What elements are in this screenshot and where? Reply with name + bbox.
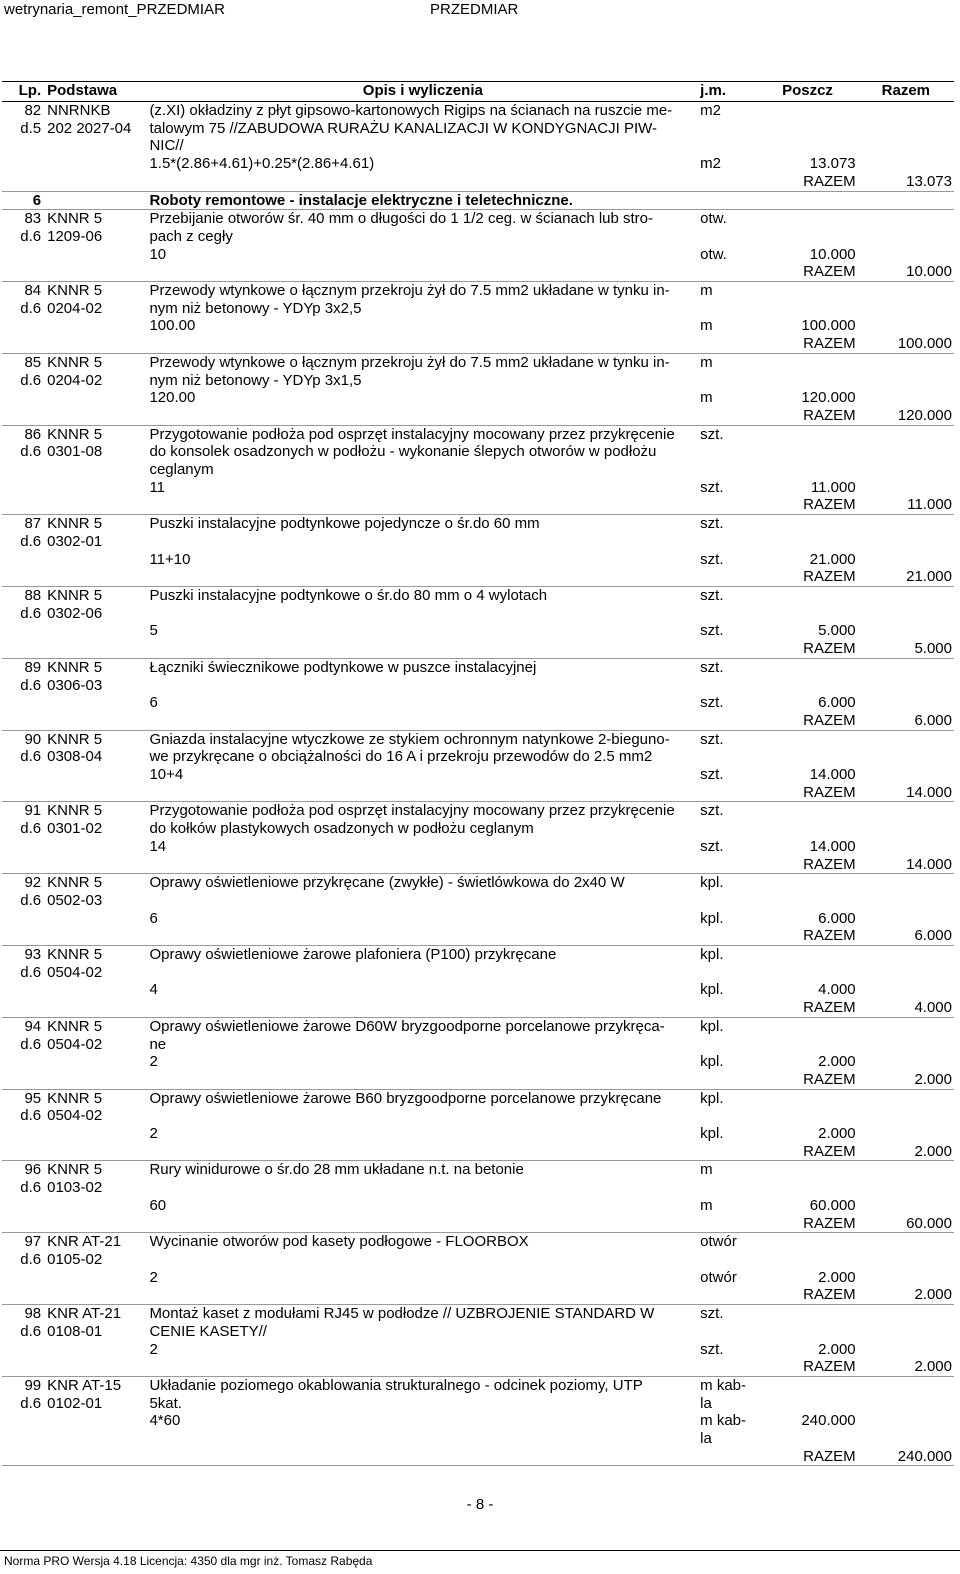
row-description: Przygotowanie podłoża pod osprzęt instalacyjny mocowany przez przykręcenie do kołków plastykowych osadzonych w podłożu ceglanym [149, 802, 675, 838]
row-poszcz: 10.000 [809, 245, 856, 263]
row-podstawa: KNNR 5 0302-01 [47, 515, 103, 550]
row-lp: 86 d.6 [20, 425, 42, 461]
calc-row [2, 1269, 954, 1287]
razem-label: RAZEM [757, 1215, 857, 1233]
row-calculation: 14 [149, 837, 167, 855]
row-razem: 6.000 [858, 927, 954, 945]
razem-row [2, 173, 954, 191]
table-row [2, 353, 954, 389]
row-podstawa: KNR AT-21 0108-01 [47, 1305, 122, 1340]
razem-row [2, 335, 954, 353]
row-poszcz: 120.000 [801, 389, 856, 407]
razem-label: RAZEM [757, 173, 857, 191]
razem-label: RAZEM [757, 1071, 857, 1089]
row-razem: 14.000 [858, 784, 954, 802]
row-description: (z.XI) okładziny z płyt gipsowo-kartonowych Rigips na ścianach na ruszcie me- talowym 75 //ZABUDOWA RURAŻU KANALIZACJI W KONDYGNACJI PIW- NIC// [149, 102, 673, 155]
row-description: Puszki instalacyjne podtynkowe o śr.do 80 mm o 4 wylotach [149, 586, 548, 604]
row-podstawa: KNNR 5 0204-02 [47, 353, 103, 389]
calc-unit: m kab- la [700, 1412, 747, 1448]
row-razem: 21.000 [858, 568, 954, 586]
row-lp: 89 d.6 [20, 658, 42, 694]
row-calculation: 11 [149, 478, 166, 496]
row-razem: 10.000 [858, 263, 954, 281]
calc-unit: m [700, 1196, 713, 1214]
row-lp: 97 d.6 [20, 1233, 42, 1268]
row-unit: kpl. [700, 874, 724, 892]
calc-row [2, 1197, 954, 1215]
calc-row [2, 766, 954, 784]
row-description: Łączniki świecznikowe podtynkowe w puszce instalacyjnej [149, 658, 537, 676]
row-razem: 2.000 [858, 1143, 954, 1161]
row-lp: 95 d.6 [20, 1089, 42, 1125]
row-calculation: 60 [149, 1196, 167, 1214]
calc-unit: kpl. [700, 981, 724, 999]
razem-row [2, 927, 954, 945]
row-podstawa: KNNR 5 0301-02 [47, 802, 103, 838]
estimate-table [2, 81, 954, 1466]
row-description: Przygotowanie podłoża pod osprzęt instalacyjny mocowany przez przykręcenie do konsolek osadzonych w podłożu - wykonanie ślepych otworów w podłożu ceglanym [149, 425, 675, 479]
row-razem: 5.000 [858, 640, 954, 658]
row-poszcz: 13.073 [809, 155, 856, 173]
row-razem: 120.000 [858, 407, 954, 425]
row-podstawa: KNNR 5 0301-08 [47, 425, 103, 461]
row-razem: 13.073 [858, 173, 954, 191]
razem-label: RAZEM [757, 1358, 857, 1376]
calc-unit: szt. [700, 1340, 724, 1358]
row-lp: 87 d.6 [20, 515, 42, 550]
razem-label: RAZEM [757, 784, 857, 802]
row-lp: 92 d.6 [20, 874, 42, 909]
row-poszcz: 4.000 [818, 981, 856, 999]
calc-row [2, 1125, 954, 1143]
razem-row [2, 1215, 954, 1233]
row-unit: kpl. [700, 1089, 724, 1107]
calc-row [2, 551, 954, 569]
row-description: Oprawy oświetleniowe żarowe B60 bryzgoodporne porcelanowe przykręcane [149, 1089, 662, 1107]
row-razem: 2.000 [858, 1071, 954, 1089]
row-podstawa: NNRNKB 202 2027-04 [47, 102, 132, 137]
row-calculation: 6 [149, 909, 158, 927]
row-calculation: 4*60 [149, 1412, 181, 1430]
row-razem: 60.000 [858, 1215, 954, 1233]
row-unit: m [700, 1161, 713, 1179]
razem-label: RAZEM [757, 1286, 857, 1304]
row-poszcz: 11.000 [810, 478, 856, 496]
row-calculation: 2 [149, 1268, 158, 1286]
table-row [2, 1233, 954, 1269]
table-row [2, 802, 954, 838]
table-header-row [2, 82, 954, 102]
row-unit: szt. [700, 802, 724, 820]
razem-label: RAZEM [757, 496, 857, 514]
calc-row [2, 1053, 954, 1071]
row-unit: szt. [700, 730, 724, 748]
razem-row [2, 1448, 954, 1466]
row-podstawa: KNNR 5 0306-03 [47, 658, 103, 694]
razem-row [2, 1358, 954, 1376]
row-unit: m [700, 353, 713, 371]
row-unit: otw. [700, 210, 727, 228]
row-description: Przewody wtynkowe o łącznym przekroju żył do 7.5 mm2 układane w tynku in- nym niż betonowy - YDYp 3x2,5 [149, 282, 670, 317]
row-poszcz: 100.000 [801, 317, 856, 335]
razem-row [2, 640, 954, 658]
col-razem: Razem [858, 82, 954, 102]
row-razem: 4.000 [858, 999, 954, 1017]
row-description: Rury winidurowe o śr.do 28 mm układane n.t. na betonie [149, 1161, 524, 1179]
calc-unit: szt. [700, 550, 724, 568]
calc-unit: kpl. [700, 909, 724, 927]
calc-row [2, 155, 954, 173]
table-row [2, 102, 954, 156]
row-calculation: 10 [149, 245, 167, 263]
row-lp: 91 d.6 [20, 802, 42, 838]
row-poszcz: 2.000 [818, 1340, 856, 1358]
row-lp: 90 d.6 [20, 730, 42, 766]
razem-label: RAZEM [757, 568, 857, 586]
razem-row [2, 712, 954, 730]
row-calculation: 100.00 [149, 317, 196, 335]
row-unit: szt. [700, 1305, 724, 1323]
calc-unit: m [700, 317, 713, 335]
row-lp: 88 d.6 [20, 586, 42, 622]
calc-row [2, 1412, 954, 1447]
table-row [2, 658, 954, 694]
razem-label: RAZEM [757, 1448, 857, 1466]
table-row [2, 210, 954, 246]
row-razem: 2.000 [858, 1286, 954, 1304]
row-poszcz: 21.000 [809, 550, 856, 568]
row-poszcz: 14.000 [809, 766, 856, 784]
window-header [0, 0, 960, 24]
razem-label: RAZEM [757, 1143, 857, 1161]
license-line: Norma PRO Wersja 4.18 Licencja: 4350 dla mgr inż. Tomasz Rabęda [0, 1550, 960, 1568]
row-calculation: 2 [149, 1053, 158, 1071]
row-poszcz: 2.000 [818, 1125, 856, 1143]
row-razem: 2.000 [858, 1358, 954, 1376]
calc-row [2, 479, 954, 497]
calc-unit: otw. [700, 245, 727, 263]
row-calculation: 120.00 [149, 389, 196, 407]
page-number: - 8 - [466, 1496, 494, 1513]
row-podstawa: KNNR 5 0504-02 [47, 946, 103, 981]
table-row [2, 425, 954, 479]
calc-row [2, 1341, 954, 1359]
row-podstawa: KNR AT-21 0105-02 [47, 1233, 122, 1268]
razem-row [2, 263, 954, 281]
row-podstawa: KNNR 5 0308-04 [47, 730, 103, 766]
col-poszcz: Poszcz [757, 82, 857, 102]
row-poszcz: 6.000 [818, 909, 856, 927]
row-unit: szt. [700, 658, 724, 676]
row-poszcz: 2.000 [818, 1268, 856, 1286]
row-razem: 6.000 [858, 712, 954, 730]
section-number: 6 [2, 191, 45, 210]
calc-unit: szt. [700, 694, 724, 712]
razem-row [2, 1143, 954, 1161]
table-row [2, 515, 954, 551]
table-row [2, 1161, 954, 1197]
table-row [2, 586, 954, 622]
row-podstawa: KNNR 5 0502-03 [47, 874, 103, 909]
row-unit: szt. [700, 515, 724, 533]
row-podstawa: KNNR 5 1209-06 [47, 210, 103, 245]
razem-row [2, 1071, 954, 1089]
row-razem: 240.000 [858, 1448, 954, 1466]
row-description: Oprawy oświetleniowe żarowe D60W bryzgoodporne porcelanowe przykręca- ne [149, 1017, 665, 1053]
row-calculation: 4 [149, 981, 158, 999]
calc-unit: szt. [700, 622, 724, 640]
table-row [2, 1376, 954, 1412]
row-description: Montaż kaset z modułami RJ45 w podłodze // UZBROJENIE STANDARD W CENIE KASETY// [149, 1305, 655, 1340]
calc-row [2, 981, 954, 999]
row-lp: 84 d.6 [20, 282, 42, 317]
section-row [2, 191, 954, 210]
calc-unit: szt. [700, 766, 724, 784]
row-podstawa: KNNR 5 0504-02 [47, 1017, 103, 1053]
row-unit: m kab- la [700, 1376, 747, 1412]
calc-row [2, 622, 954, 640]
row-calculation: 1.5*(2.86+4.61)+0.25*(2.86+4.61) [149, 155, 375, 173]
row-razem: 100.000 [858, 335, 954, 353]
calc-unit: kpl. [700, 1053, 724, 1071]
row-lp: 85 d.6 [20, 353, 42, 389]
row-unit: m2 [700, 102, 722, 119]
razem-label: RAZEM [757, 712, 857, 730]
calc-row [2, 838, 954, 856]
row-calculation: 10+4 [149, 766, 184, 784]
row-lp: 94 d.6 [20, 1017, 42, 1053]
row-lp: 99 d.6 [20, 1376, 42, 1412]
calc-row [2, 910, 954, 928]
row-podstawa: KNNR 5 0504-02 [47, 1089, 103, 1125]
row-calculation: 2 [149, 1340, 158, 1358]
razem-row [2, 407, 954, 425]
table-row [2, 1089, 954, 1125]
table-row [2, 874, 954, 910]
row-poszcz: 60.000 [809, 1196, 856, 1214]
row-lp: 83 d.6 [20, 210, 42, 245]
razem-label: RAZEM [757, 927, 857, 945]
calc-row [2, 317, 954, 335]
razem-row [2, 856, 954, 874]
razem-row [2, 568, 954, 586]
row-description: Gniazda instalacyjne wtyczkowe ze stykiem ochronnym natynkowe 2-bieguno- we przykręcane o obciążalności do 16 A i przekroju przewodów do 2.5 mm2 [149, 730, 670, 766]
razem-label: RAZEM [757, 856, 857, 874]
row-razem: 14.000 [858, 856, 954, 874]
section-title: Roboty remontowe - instalacje elektryczne i teletechniczne. [147, 191, 954, 210]
row-description: Oprawy oświetleniowe żarowe plafoniera (P100) przykręcane [149, 946, 557, 964]
row-podstawa: KNNR 5 0302-06 [47, 586, 103, 622]
row-podstawa: KNR AT-15 0102-01 [47, 1376, 122, 1412]
row-calculation: 6 [149, 694, 158, 712]
razem-label: RAZEM [757, 640, 857, 658]
calc-unit: otwór [700, 1268, 737, 1286]
calc-row [2, 694, 954, 712]
calc-unit: szt. [700, 478, 724, 496]
table-row [2, 1305, 954, 1341]
table-row [2, 282, 954, 318]
row-unit: szt. [700, 425, 724, 443]
razem-row [2, 999, 954, 1017]
row-calculation: 2 [149, 1125, 158, 1143]
row-unit: szt. [700, 586, 724, 604]
col-opis: Opis i wyliczenia [147, 82, 698, 102]
row-description: Wycinanie otworów pod kasety podłogowe - FLOORBOX [149, 1233, 529, 1251]
row-lp: 82 d.5 [20, 102, 42, 137]
razem-row [2, 1286, 954, 1304]
row-poszcz: 6.000 [818, 694, 856, 712]
razem-label: RAZEM [757, 407, 857, 425]
razem-label: RAZEM [757, 263, 857, 281]
razem-row [2, 496, 954, 514]
row-calculation: 11+10 [149, 550, 191, 568]
row-razem: 11.000 [858, 496, 954, 514]
calc-row [2, 389, 954, 407]
row-description: Przewody wtynkowe o łącznym przekroju żył do 7.5 mm2 układane w tynku in- nym niż betonowy - YDYp 3x1,5 [149, 353, 670, 389]
row-description: Puszki instalacyjne podtynkowe pojedyncze o śr.do 60 mm [149, 515, 540, 533]
document-title: PRZEDMIAR [430, 1, 519, 18]
calc-unit: szt. [700, 837, 724, 855]
row-unit: otwór [700, 1233, 737, 1251]
row-unit: kpl. [700, 1017, 724, 1035]
calc-unit: m [700, 389, 713, 407]
row-lp: 93 d.6 [20, 946, 42, 981]
row-description: Przebijanie otworów śr. 40 mm o długości do 1 1/2 ceg. w ścianach lub stro- pach z cegły [149, 210, 654, 245]
document-filename: wetrynaria_remont_PRZEDMIAR [4, 1, 225, 18]
col-podstawa: Podstawa [45, 82, 147, 102]
row-poszcz: 5.000 [818, 622, 856, 640]
col-lp: Lp. [2, 82, 45, 102]
razem-label: RAZEM [757, 999, 857, 1017]
row-lp: 96 d.6 [20, 1161, 42, 1197]
row-poszcz: 14.000 [809, 837, 856, 855]
row-poszcz: 240.000 [801, 1412, 856, 1430]
col-jm: j.m. [698, 82, 757, 102]
row-podstawa: KNNR 5 0103-02 [47, 1161, 103, 1197]
calc-unit: m2 [700, 155, 722, 173]
row-description: Układanie poziomego okablowania strukturalnego - odcinek poziomy, UTP 5kat. [149, 1376, 643, 1412]
row-poszcz: 2.000 [818, 1053, 856, 1071]
table-row [2, 946, 954, 982]
table-row [2, 730, 954, 766]
calc-unit: kpl. [700, 1125, 724, 1143]
row-calculation: 5 [149, 622, 158, 640]
row-unit: m [700, 282, 713, 300]
row-podstawa: KNNR 5 0204-02 [47, 282, 103, 317]
razem-label: RAZEM [757, 335, 857, 353]
razem-row [2, 784, 954, 802]
table-row [2, 1017, 954, 1053]
row-description: Oprawy oświetleniowe przykręcane (zwykłe) - świetlówkowa do 2x40 W [149, 874, 625, 892]
table-body [2, 102, 954, 1466]
row-lp: 98 d.6 [20, 1305, 42, 1340]
row-unit: kpl. [700, 946, 724, 964]
calc-row [2, 246, 954, 264]
